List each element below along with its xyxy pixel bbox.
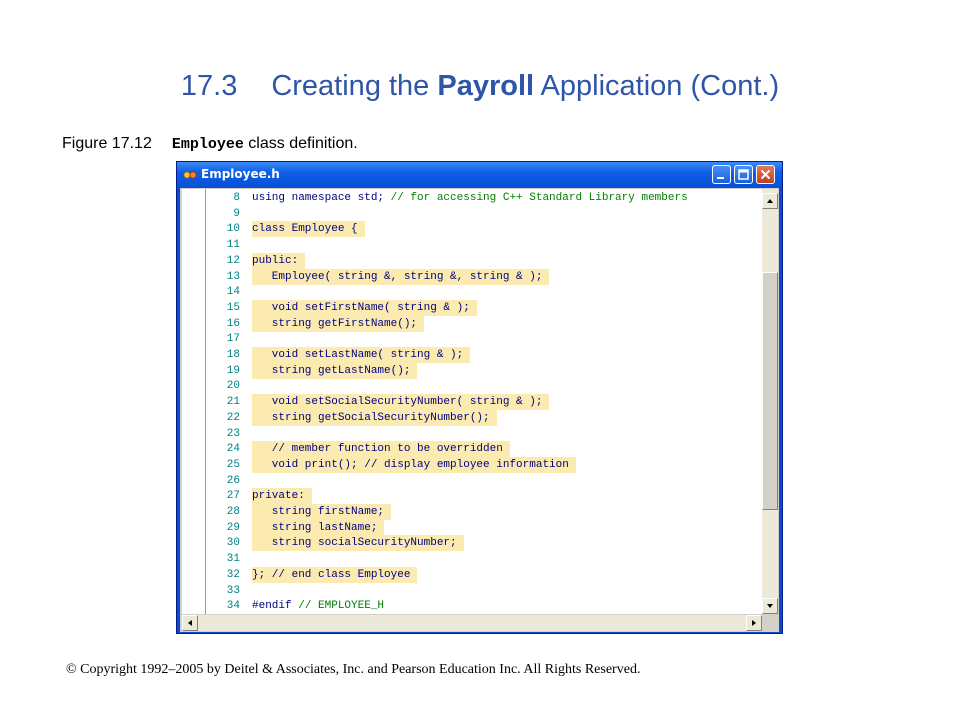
code-text <box>252 316 424 332</box>
code-source: private: <box>252 490 305 503</box>
code-line <box>182 520 762 536</box>
code-source: string firstName; <box>252 506 385 518</box>
code-line <box>182 269 762 285</box>
code-line <box>182 221 762 237</box>
code-editor[interactable] <box>182 189 762 614</box>
arrow-down-icon <box>763 599 777 613</box>
maximize-icon <box>735 166 752 183</box>
line-number: 19 <box>226 364 240 377</box>
code-line <box>182 237 762 253</box>
code-text <box>252 488 312 504</box>
code-text <box>252 567 417 583</box>
arrow-left-icon <box>183 616 197 630</box>
code-text <box>252 457 576 473</box>
line-number: 23 <box>226 427 240 440</box>
code-comment: // for accessing C++ Standard Library members <box>390 192 688 204</box>
code-text <box>252 190 688 206</box>
line-number: 13 <box>226 270 240 283</box>
code-text <box>252 300 477 316</box>
code-line <box>182 410 762 426</box>
line-number: 14 <box>226 286 240 299</box>
code-line <box>182 567 762 583</box>
line-number: 27 <box>226 490 240 503</box>
line-number: 31 <box>226 553 240 566</box>
code-source: string getLastName(); <box>252 364 411 377</box>
caption-class-name: Employee <box>171 136 244 153</box>
line-number: 11 <box>226 239 240 252</box>
code-line <box>182 316 762 332</box>
section-number: 17.3 <box>180 70 238 102</box>
code-source: string getSocialSecurityNumber(); <box>252 411 490 424</box>
close-icon <box>757 166 774 183</box>
code-text <box>252 441 510 457</box>
code-line <box>182 284 762 300</box>
line-number: 9 <box>233 207 240 220</box>
scroll-down-button[interactable] <box>762 598 778 614</box>
line-number: 22 <box>226 411 240 424</box>
maximize-button[interactable] <box>734 165 753 184</box>
code-source: string lastName; <box>252 521 378 534</box>
line-number: 21 <box>226 396 240 409</box>
scroll-right-button[interactable] <box>746 615 762 631</box>
scroll-left-button[interactable] <box>182 615 198 631</box>
code-line <box>182 206 762 222</box>
code-source: string getFirstName(); <box>252 317 418 330</box>
line-number: 30 <box>226 537 240 550</box>
title-suffix: Application (Cont.) <box>534 70 780 102</box>
code-line <box>182 457 762 473</box>
code-text <box>252 504 391 520</box>
horizontal-scrollbar[interactable] <box>182 615 762 631</box>
code-text <box>252 410 497 426</box>
line-number: 16 <box>226 317 240 330</box>
code-source: void setFirstName( string & ); <box>252 301 470 314</box>
code-text <box>252 520 384 536</box>
figure-caption <box>62 135 358 153</box>
code-line <box>182 426 762 442</box>
code-source: class Employee { <box>252 223 358 236</box>
scroll-thumb[interactable] <box>762 272 778 510</box>
line-number: 29 <box>226 521 240 534</box>
code-line <box>182 504 762 520</box>
window-client <box>180 188 779 632</box>
code-source: string socialSecurityNumber; <box>252 537 457 550</box>
minimize-icon <box>713 166 730 183</box>
code-line <box>182 598 762 614</box>
code-source: public: <box>252 254 299 267</box>
code-source: #endif <box>252 600 299 613</box>
line-number: 32 <box>226 568 240 581</box>
scroll-up-button[interactable] <box>762 193 778 209</box>
code-line <box>182 394 762 410</box>
window-title: Employee.h <box>201 167 280 181</box>
code-line <box>182 363 762 379</box>
code-text <box>252 535 464 551</box>
code-text <box>252 253 305 269</box>
line-number: 20 <box>226 380 240 393</box>
code-text <box>252 221 365 237</box>
code-file-icon <box>183 168 197 182</box>
code-line <box>182 378 762 394</box>
arrow-right-icon <box>747 616 761 630</box>
code-text <box>252 394 549 410</box>
slide-title <box>0 70 960 103</box>
line-number: 18 <box>226 349 240 361</box>
code-source: void print(); // display employee information <box>252 458 569 471</box>
code-line <box>182 488 762 504</box>
code-text <box>252 269 549 285</box>
vertical-scrollbar[interactable] <box>762 189 778 614</box>
code-source: Employee( string &, string &, string & ); <box>252 270 543 283</box>
close-button[interactable] <box>756 165 775 184</box>
code-source: void setSocialSecurityNumber( string & ); <box>252 396 543 409</box>
figure-label: Figure 17.12 <box>62 135 152 152</box>
code-text <box>252 347 470 363</box>
code-text <box>252 363 417 379</box>
line-number: 8 <box>233 192 240 204</box>
line-number: 10 <box>226 223 240 236</box>
code-source: using namespace std; <box>252 192 391 204</box>
code-line <box>182 473 762 489</box>
code-line <box>182 300 762 316</box>
minimize-button[interactable] <box>712 165 731 184</box>
line-number: 15 <box>226 301 240 314</box>
code-line <box>182 331 762 347</box>
code-line <box>182 190 762 206</box>
line-number: 12 <box>226 254 240 267</box>
window-titlebar[interactable] <box>177 162 782 188</box>
code-source: void setLastName( string & ); <box>252 349 464 361</box>
code-text <box>252 598 384 614</box>
line-number: 28 <box>226 506 240 518</box>
editor-window <box>176 161 783 634</box>
copyright-notice: © Copyright 1992–2005 by Deitel & Associates, Inc. and Pearson Education Inc. All Rights Reserved. <box>66 662 641 677</box>
code-line <box>182 253 762 269</box>
arrow-up-icon <box>763 194 777 208</box>
line-number: 34 <box>226 600 240 613</box>
code-comment: // EMPLOYEE_H <box>298 600 385 613</box>
code-source: }; // end class Employee <box>252 568 411 581</box>
line-number: 26 <box>226 474 240 487</box>
code-line <box>182 441 762 457</box>
code-line <box>182 347 762 363</box>
title-prefix: Creating the <box>271 70 438 102</box>
code-line <box>182 551 762 567</box>
line-number: 24 <box>226 443 240 456</box>
line-number: 17 <box>226 333 240 346</box>
code-line <box>182 583 762 599</box>
line-number: 25 <box>226 458 240 471</box>
caption-text: class definition. <box>243 135 358 152</box>
scrollbar-corner <box>762 615 778 631</box>
title-bold: Payroll <box>437 70 535 102</box>
code-source: // member function to be overridden <box>252 443 503 456</box>
code-line <box>182 535 762 551</box>
line-number: 33 <box>226 584 240 597</box>
